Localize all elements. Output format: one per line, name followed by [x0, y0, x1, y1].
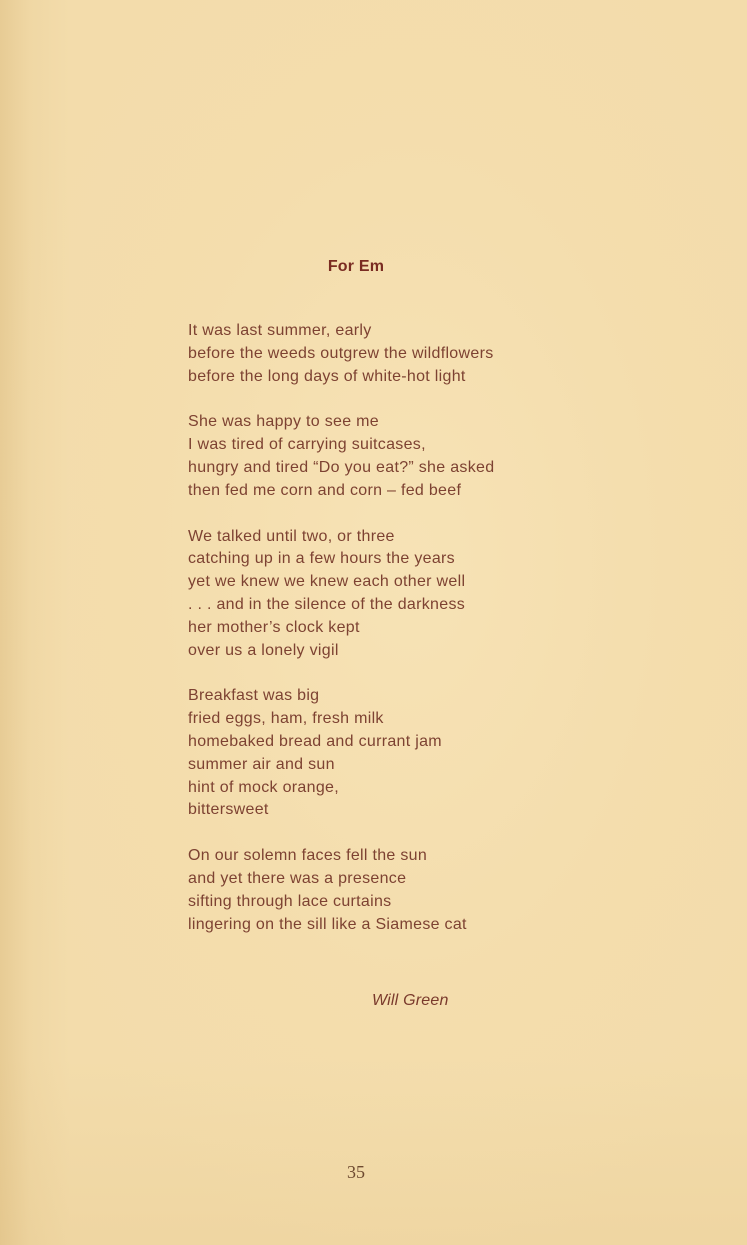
stanza	[188, 320, 668, 388]
poem-line: lingering on the sill like a Siamese cat	[188, 915, 467, 933]
stanza	[188, 411, 668, 502]
poem-line: hint of mock orange,	[188, 778, 339, 796]
poem-line: sifting through lace curtains	[188, 892, 392, 910]
poem-line: . . . and in the silence of the darkness	[188, 595, 466, 613]
poem-line: her mother’s clock kept	[188, 618, 360, 636]
stanza	[188, 685, 668, 822]
poem-line: yet we knew we knew each other well	[188, 573, 466, 591]
poem-line: then fed me corn and corn – fed beef	[188, 481, 462, 499]
stanza	[188, 526, 668, 663]
poem-author: Will Green	[372, 992, 449, 1009]
poem-line: and yet there was a presence	[188, 869, 407, 887]
poem-line: summer air and sun	[188, 755, 335, 773]
poem-line: We talked until two, or three	[188, 527, 395, 545]
poem-line: Breakfast was big	[188, 687, 320, 705]
poem-line: catching up in a few hours the years	[188, 550, 455, 568]
poem-line: before the long days of white-hot light	[188, 367, 466, 385]
page-number: 35	[347, 1162, 365, 1182]
poem-line: On our solemn faces fell the sun	[188, 847, 428, 865]
poem-line: over us a lonely vigil	[188, 641, 339, 659]
poem-line: before the weeds outgrew the wildflowers	[188, 344, 494, 362]
poem-title: For Em	[327, 258, 385, 275]
poem-line: hungry and tired “Do you eat?” she asked	[188, 458, 495, 476]
poem-line: homebaked bread and currant jam	[188, 732, 442, 750]
stanza	[188, 845, 668, 936]
poem-body	[188, 320, 668, 959]
poem-line: It was last summer, early	[188, 322, 372, 339]
poem-line: bittersweet	[188, 801, 269, 819]
poem-line: fried eggs, ham, fresh milk	[188, 710, 384, 728]
poem-line: She was happy to see me	[188, 413, 380, 431]
poem-line: I was tired of carrying suitcases,	[188, 436, 426, 454]
